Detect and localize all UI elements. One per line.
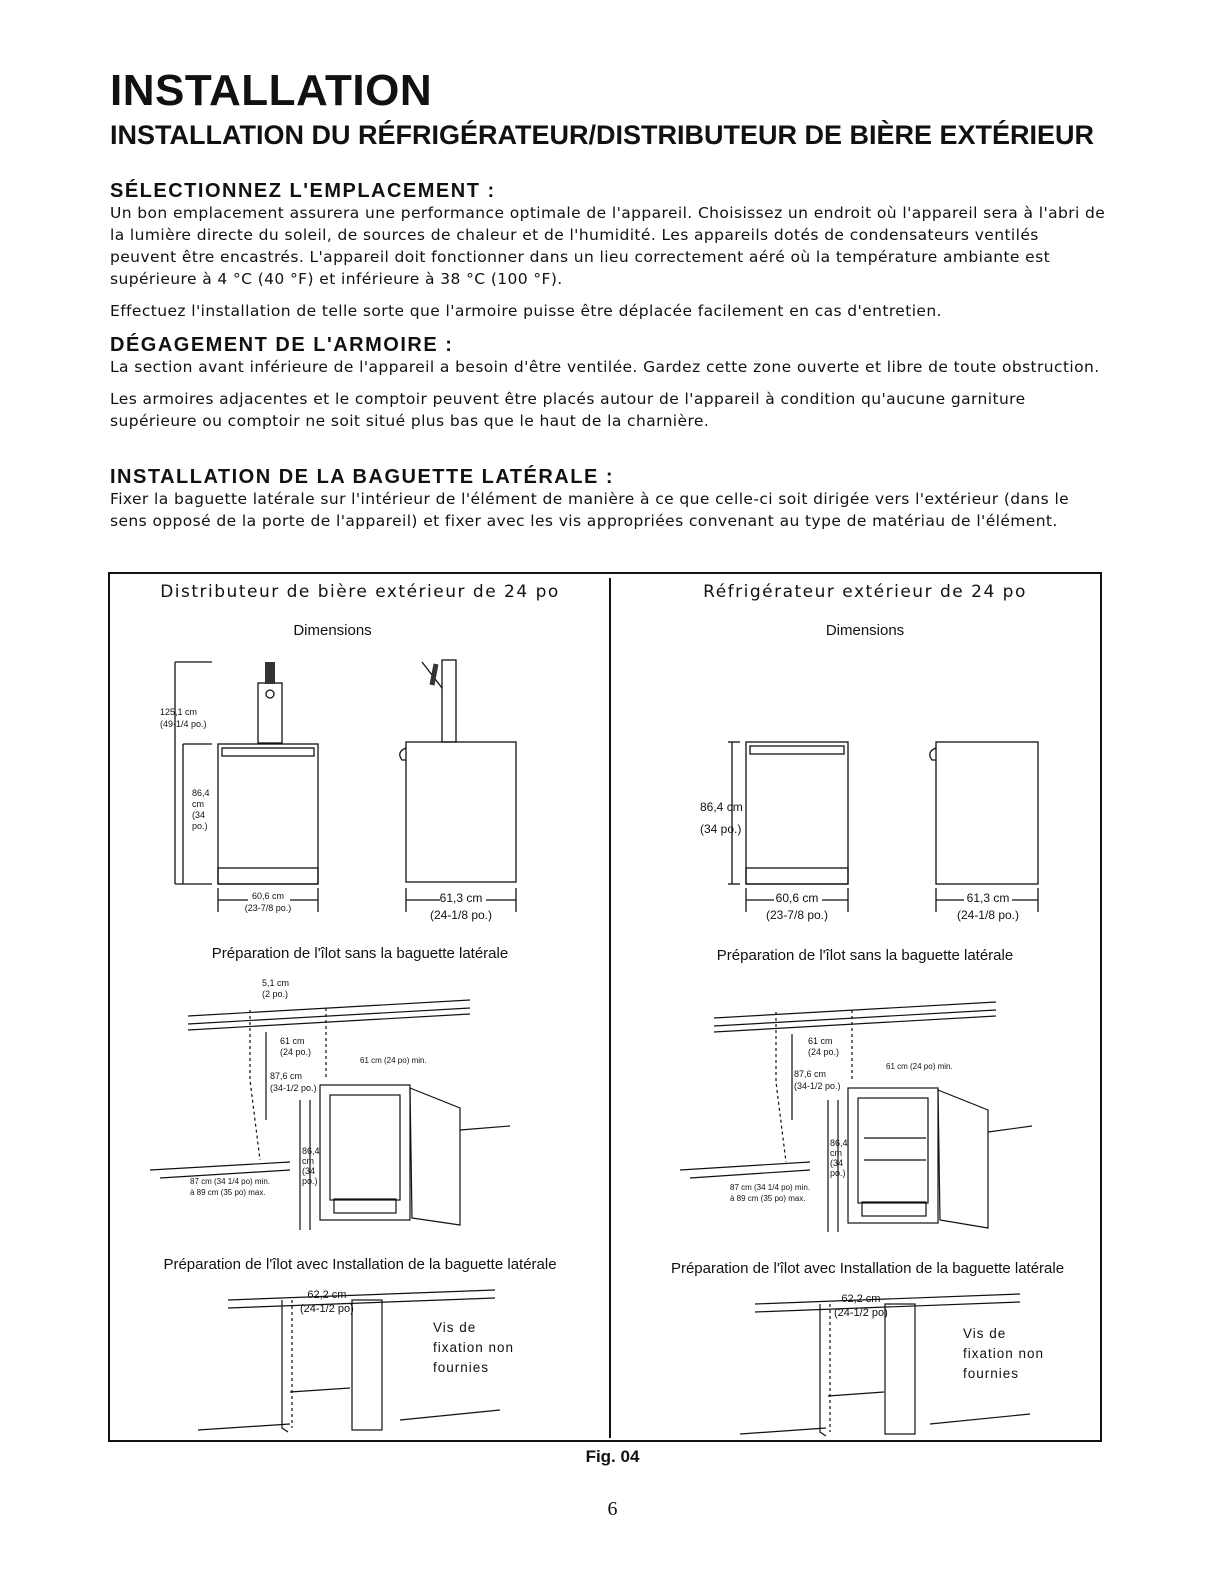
section-heading: DÉGAGEMENT DE L'ARMOIRE : <box>110 334 454 356</box>
dim-opening-min: 61 cm (24 po) min. <box>360 1056 427 1065</box>
paragraph: La section avant inférieure de l'appareil a besoin d'être ventilée. Gardez cette zone ouverte et libre de toute obstruction. <box>110 358 1100 376</box>
right-dim-cabinet-height: 86,4 cm (34 po.) <box>700 800 743 836</box>
right-dimensions-label: Dimensions <box>825 622 905 639</box>
figure-frame <box>108 572 1102 1442</box>
left-dimensions-label: Dimensions <box>293 622 372 639</box>
right-prep-without-trim: Préparation de l'îlot sans la baguette latérale <box>716 947 1014 964</box>
paragraph: Effectuez l'installation de telle sorte que l'armoire puisse être déplacée facilement en cas d'entretien. <box>110 302 942 320</box>
dim-opening-height: 87,6 cm (34-1/2 po.) <box>270 1071 317 1093</box>
section-location <box>110 180 1110 322</box>
right-panel-title: Réfrigérateur extérieur de 24 po <box>703 582 1027 602</box>
left-panel-title: Distributeur de bière extérieur de 24 po <box>160 582 560 602</box>
figure-caption: Fig. 04 <box>585 1447 640 1466</box>
page-subtitle: INSTALLATION DU RÉFRIGÉRATEUR/DISTRIBUTEUR DE BIÈRE EXTÉRIEUR <box>110 120 1095 150</box>
dim-trim-width: 62,2 cm (24-1/2 po) <box>300 1289 354 1315</box>
right-dim-opening-min: 61 cm (24 po) min. <box>886 1062 953 1071</box>
section-clearance <box>110 334 1110 432</box>
dim-cabinet-height: 86,4 cm (34 po.) <box>192 788 210 831</box>
paragraph: Un bon emplacement assurera une performance optimale de l'appareil. Choisissez un endroit où l'appareil sera à l'abri de la lumière directe du soleil, de sources de chaleur et de l'humidité. Les appareils dotés de condensateurs ventilés peuvent être encastrés. L'appareil doit fonctionner dans un lieu correctement aéré où la température ambiante est supérieure à 4 °C (40 °F) et inférieure à 38 °C (100 °F). <box>110 204 1106 288</box>
left-prep-with-trim: Préparation de l'îlot avec Installation de la baguette latérale <box>163 1256 557 1273</box>
page-title: INSTALLATION <box>110 66 433 115</box>
right-screws-note: Vis de fixation non fournies <box>963 1326 1045 1381</box>
dim-gap: 5,1 cm (2 po.) <box>262 978 290 999</box>
right-dim-opening-height: 87,6 cm (34-1/2 po.) <box>794 1069 841 1091</box>
section-heading: INSTALLATION DE LA BAGUETTE LATÉRALE : <box>110 466 615 488</box>
left-prep-without-trim: Préparation de l'îlot sans la baguette latérale <box>211 945 509 962</box>
paragraph: Les armoires adjacentes et le comptoir peuvent être placés autour de l'appareil à condition qu'aucune garniture supérieure ou comptoir ne soit situé plus bas que le haut de la charnière. <box>110 390 1026 430</box>
paragraph: Fixer la baguette latérale sur l'intérieur de l'élément de manière à ce que celle-ci soit dirigée vers l'extérieur (dans le sens opposé de la porte de l'appareil) et fixer avec les vis appropriées convenant au type de matériau de l'élément. <box>110 490 1070 530</box>
right-prep-with-trim: Préparation de l'îlot avec Installation de la baguette latérale <box>670 1260 1065 1277</box>
dim-depth: 61,3 cm (24-1/8 po.) <box>429 891 493 922</box>
dim-total-height: 125,1 cm (49-1/4 po.) <box>160 707 207 729</box>
figure-divider <box>609 578 611 1438</box>
right-dim-depth: 61,3 cm (24-1/8 po.) <box>956 891 1020 922</box>
section-heading: SÉLECTIONNEZ L'EMPLACEMENT : <box>110 180 496 202</box>
dim-width: 60,6 cm (23-7/8 po.) <box>244 891 292 913</box>
screws-note: Vis de fixation non fournies <box>433 1320 515 1375</box>
right-dim-trim-width: 62,2 cm (24-1/2 po) <box>834 1293 888 1319</box>
section-trim <box>110 466 1110 532</box>
right-dim-width: 60,6 cm (23-7/8 po.) <box>765 891 829 922</box>
right-dim-opening-depth: 61 cm (24 po.) <box>808 1036 840 1057</box>
right-dim-install-range: 87 cm (34 1/4 po) min. à 89 cm (35 po) max. <box>730 1183 811 1203</box>
right-dim-unit-height: 86,4 cm (34 po.) <box>830 1138 848 1178</box>
dim-unit-height: 86,4 cm (34 po.) <box>302 1146 320 1186</box>
dim-opening-depth: 61 cm (24 po.) <box>280 1036 312 1057</box>
dim-install-range: 87 cm (34 1/4 po) min. à 89 cm (35 po) max. <box>190 1177 271 1197</box>
page-number: 6 <box>607 1498 618 1520</box>
